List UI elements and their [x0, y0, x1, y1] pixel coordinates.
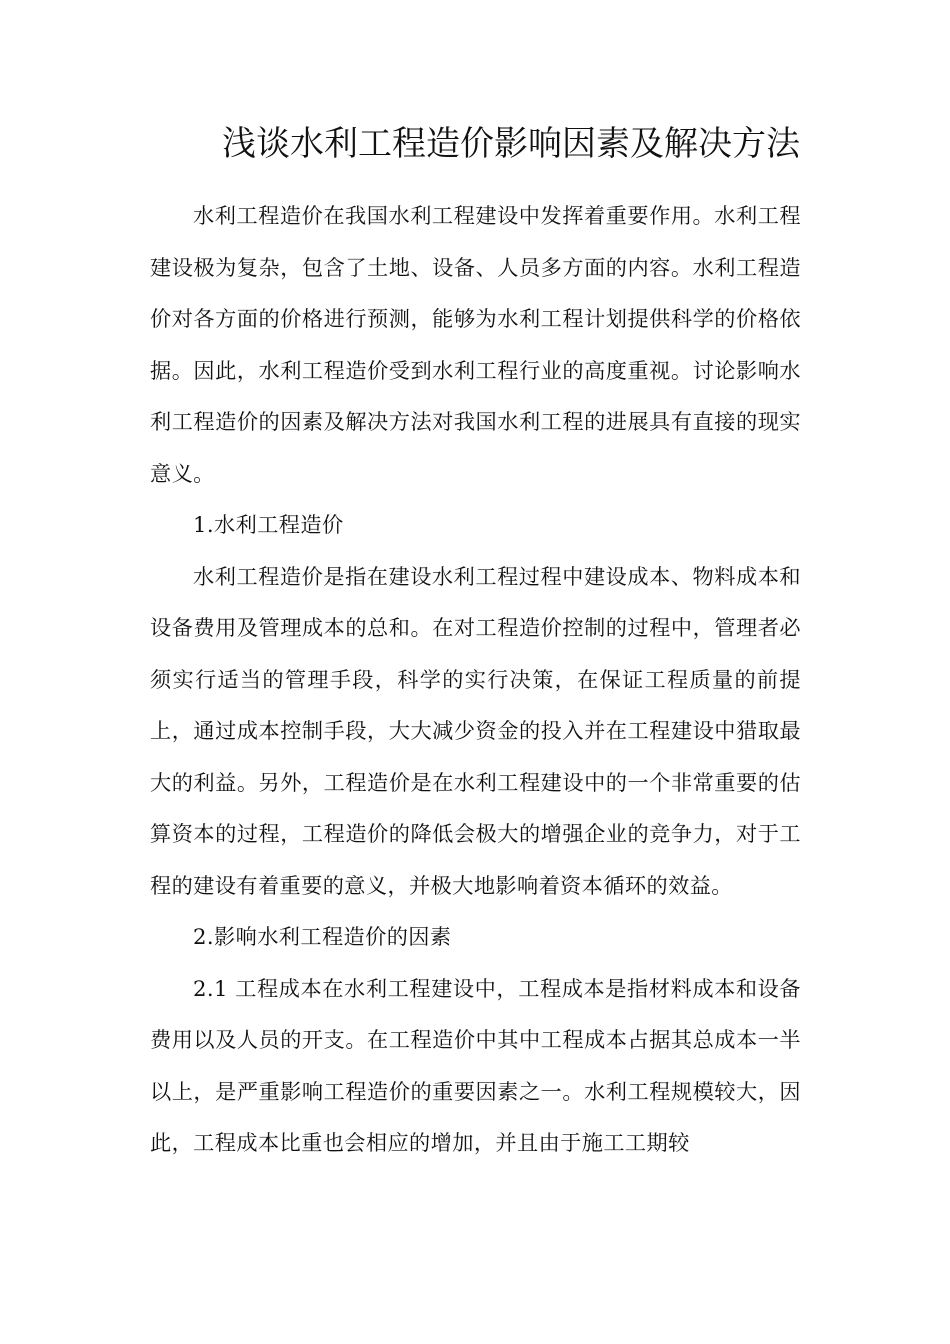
section-2-1-paragraph: 2.1 工程成本在水利工程建设中，工程成本是指材料成本和设备费用以及人员的开支。在工程造价中其中工程成本占据其总成本一半以上，是严重影响工程造价的重要因素之一。水利工程规模较大，因此，工程成本比重也会相应的增加，并且由于施工工期较: [150, 975, 801, 1155]
intro-paragraph: 水利工程造价在我国水利工程建设中发挥着重要作用。水利工程建设极为复杂，包含了土地、设备、人员多方面的内容。水利工程造价对各方面的价格进行预测，能够为水利工程计划提供科学的价格依据。因此，水利工程造价受到水利工程行业的高度重视。讨论影响水利工程造价的因素及解决方法对我国水利工程的进展具有直接的现实意义。: [150, 203, 801, 486]
document-body: [150, 190, 801, 1169]
section-heading-1: 1.水利工程造价: [193, 512, 344, 537]
section-1-paragraph: 水利工程造价是指在建设水利工程过程中建设成本、物料成本和设备费用及管理成本的总和。在对工程造价控制的过程中，管理者必须实行适当的管理手段，科学的实行决策，在保证工程质量的前提上，通过成本控制手段，大大减少资金的投入并在工程建设中猎取最大的利益。另外，工程造价是在水利工程建设中的一个非常重要的估算资本的过程，工程造价的降低会极大的增强企业的竞争力，对于工程的建设有着重要的意义，并极大地影响着资本循环的效益。: [150, 563, 801, 898]
document-title: 浅谈水利工程造价影响因素及解决方法: [222, 124, 800, 164]
section-heading-2: 2.影响水利工程造价的因素: [193, 924, 452, 949]
